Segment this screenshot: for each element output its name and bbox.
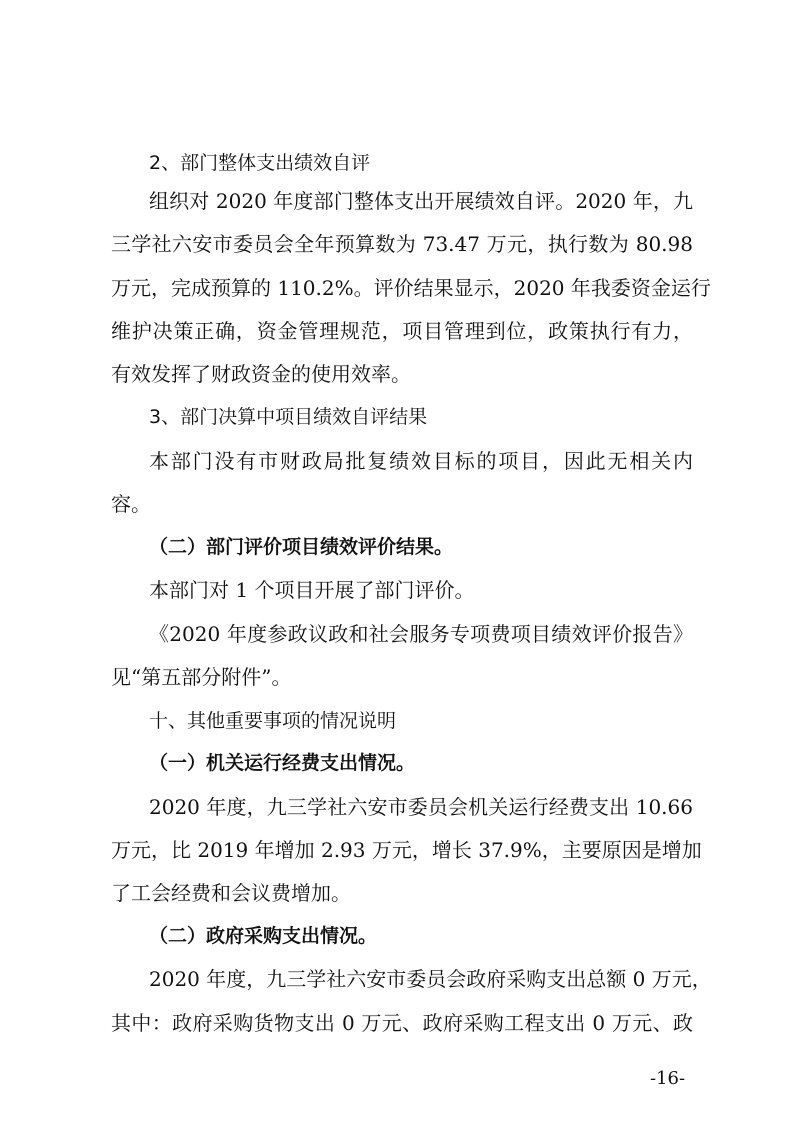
paragraph-line: 见“第五部分附件”。 [111,665,292,689]
section-heading-overall-expenditure-evaluation: 2、部门整体支出绩效自评 [149,152,371,174]
subsection-heading-department-evaluation: （二）部门评价项目绩效评价结果。 [149,536,454,558]
paragraph-line: 有效发挥了财政资金的使用效率。 [111,362,411,386]
paragraph-line: 万元，完成预算的 110.2%。评价结果显示，2020 年我委资金运行 [111,276,711,300]
subsection-heading-government-procurement: （二）政府采购支出情况。 [149,925,378,947]
page-number: -16- [650,1068,686,1089]
subsection-heading-operating-expenses: （一）机关运行经费支出情况。 [149,752,416,774]
paragraph-line: 组织对 2020 年度部门整体支出开展绩效自评。2020 年，九 [149,189,693,213]
paragraph-line: 本部门对 1 个项目开展了部门评价。 [149,578,475,602]
paragraph-line: 本部门没有市财政局批复绩效目标的项目，因此无相关内 [149,449,693,473]
paragraph-line: 三学社六安市委员会全年预算数为 73.47 万元，执行数为 80.98 [111,232,693,256]
paragraph-line: 其中：政府采购货物支出 0 万元、政府采购工程支出 0 万元、政 [111,1011,693,1035]
paragraph-line: 2020 年度，九三学社六安市委员会机关运行经费支出 10.66 [149,795,693,819]
paragraph-line: 万元，比 2019 年增加 2.93 万元，增长 37.9%，主要原因是增加 [111,838,702,862]
paragraph-line: 了工会经费和会议费增加。 [111,881,351,905]
section-heading-project-evaluation-results: 3、部门决算中项目绩效自评结果 [149,406,428,428]
paragraph-line: 《2020 年度参政议政和社会服务专项费项目绩效评价报告》 [149,622,693,646]
paragraph-line: 维护决策正确，资金管理规范，项目管理到位，政策执行有力， [111,319,693,343]
paragraph-line: 2020 年度，九三学社六安市委员会政府采购支出总额 0 万元， [149,967,712,991]
paragraph-line: 容。 [111,492,151,516]
chapter-heading-other-important-matters: 十、其他重要事项的情况说明 [149,710,397,732]
